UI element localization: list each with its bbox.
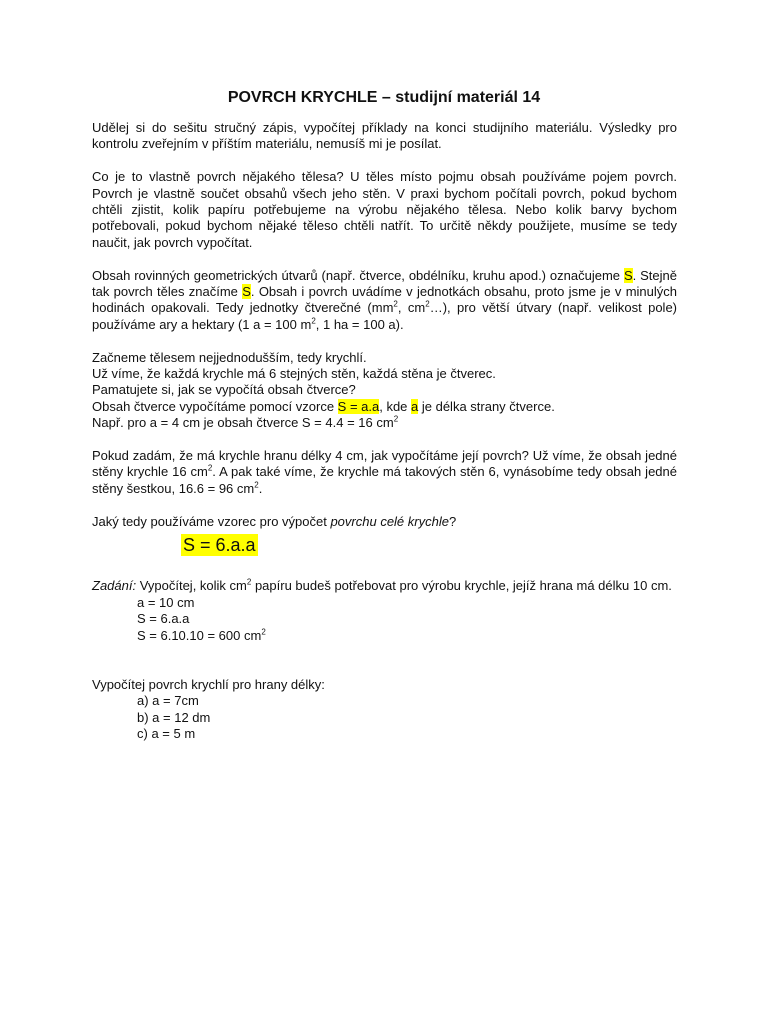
document-body: [92, 120, 677, 743]
solution-line: S = 6.a.a: [137, 611, 190, 627]
text-line: Už víme, že každá krychle má 6 stejných stěn, každá stěna je čtverec.: [92, 366, 496, 382]
text-span: , cm: [397, 300, 426, 316]
formula-question: [92, 514, 677, 530]
exercise-item: b) a = 12 dm: [137, 709, 211, 725]
highlight-formula: S = a.a: [337, 398, 380, 414]
text-span: Jaký tedy používáme vzorec pro výpočet: [92, 513, 331, 529]
text-span: …), pro větší útvary (např. velikost pole) používáme ary a hektary (1 a = 100 m: [92, 300, 678, 332]
text-span: S = 6.10.10 = 600 cm: [137, 627, 262, 643]
superscript: 2: [246, 578, 252, 588]
superscript: 2: [393, 300, 398, 310]
text-line: Začneme tělesem nejjednodušším, tedy krychlí.: [92, 349, 367, 365]
text-span: Vypočítej, kolik cm: [136, 578, 247, 594]
exercise-item: a) a = 7cm: [137, 693, 199, 709]
intro-paragraph: Udělej si do sešitu stručný zápis, vypočítej příklady na konci studijního materiálu. Výsledky pro kontrolu zveřejním v příštím materiálu, nemusíš mi je posílat.: [92, 120, 677, 152]
text-span: papíru budeš potřebovat pro výrobu krychle, jejíž hrana má délku 10 cm.: [251, 578, 672, 594]
example-line: [92, 415, 677, 431]
text-span: . Obsah i povrch uvádíme v jednotkách obsahu, proto jsme je v minulých hodinách opakovali. Tedy jednotky čtverečné (mm: [92, 284, 677, 316]
assignment-line: [92, 578, 677, 594]
exercise-item: c) a = 5 m: [137, 726, 196, 742]
text-span: Obsah čtverce vypočítáme pomocí vzorce: [92, 398, 338, 414]
cube-intro-block: [92, 350, 677, 432]
page-title: POVRCH KRYCHLE – studijní materiál 14: [227, 89, 541, 106]
text-span: Obsah rovinných geometrických útvarů (např. čtverce, obdélníku, kruhu apod.) označujeme: [92, 267, 624, 283]
text-span: . A pak také víme, že krychle má takových stěn 6, vynásobíme tedy obsah jedné stěny šestkou, 16.6 = 96 cm: [92, 464, 677, 496]
text-span: Pokud zadám, že má krychle hranu délky 4 cm, jak vypočítáme její povrch? Už víme, že obsah jedné stěny krychle 16 cm: [92, 448, 677, 480]
highlight-s: S: [242, 284, 251, 300]
exercise-heading: Vypočítej povrch krychlí pro hrany délky:: [92, 676, 325, 692]
cube-surface-paragraph: [92, 448, 677, 497]
text-span: Např. pro a = 4 cm je obsah čtverce S = 4.4 = 16 cm: [92, 415, 394, 431]
superscript: 2: [207, 464, 213, 474]
highlight-a: a: [411, 398, 419, 414]
square-area-line: [92, 399, 677, 415]
solution-result-line: [92, 628, 677, 644]
highlight-s: S: [623, 267, 633, 283]
superscript: 2: [311, 316, 316, 326]
superscript: 2: [261, 627, 266, 637]
superscript: 2: [393, 414, 399, 424]
text-span: . Stejně tak povrch těles značíme: [92, 267, 677, 300]
text-span: , kde: [379, 398, 412, 414]
text-span: ?: [448, 513, 457, 529]
superscript: 2: [425, 300, 430, 310]
assignment-label: Zadání:: [92, 578, 137, 594]
text-span: .: [258, 480, 263, 496]
solution-line: a = 10 cm: [137, 594, 195, 610]
text-span: , 1 ha = 100 a).: [315, 316, 404, 332]
definition-paragraph: Co je to vlastně povrch nějakého tělesa? U těles místo pojmu obsah používáme pojem povrch. Povrch je vlastně součet obsahů všech jeho stěn. V praxi bychom počítali povrch, pokud bychom chtěli zjistit, kolik papíru potřebujeme na výrobu nějakého tělesa. Nebo kolik barvy bychom potřebovali, pokud bychom nějaké těleso chtěli natřít. To určitě někdy použijete, musíme se tedy naučit, jak povrch vypočítat.: [92, 169, 677, 250]
surface-formula: S = 6.a.a: [183, 535, 256, 556]
notation-paragraph: [92, 268, 677, 334]
emphasis-text: povrchu celé krychle: [330, 513, 449, 529]
text-span: je délka strany čtverce.: [418, 398, 555, 414]
superscript: 2: [254, 480, 259, 490]
text-line: Pamatujete si, jak se vypočítá obsah čtverce?: [92, 382, 356, 398]
